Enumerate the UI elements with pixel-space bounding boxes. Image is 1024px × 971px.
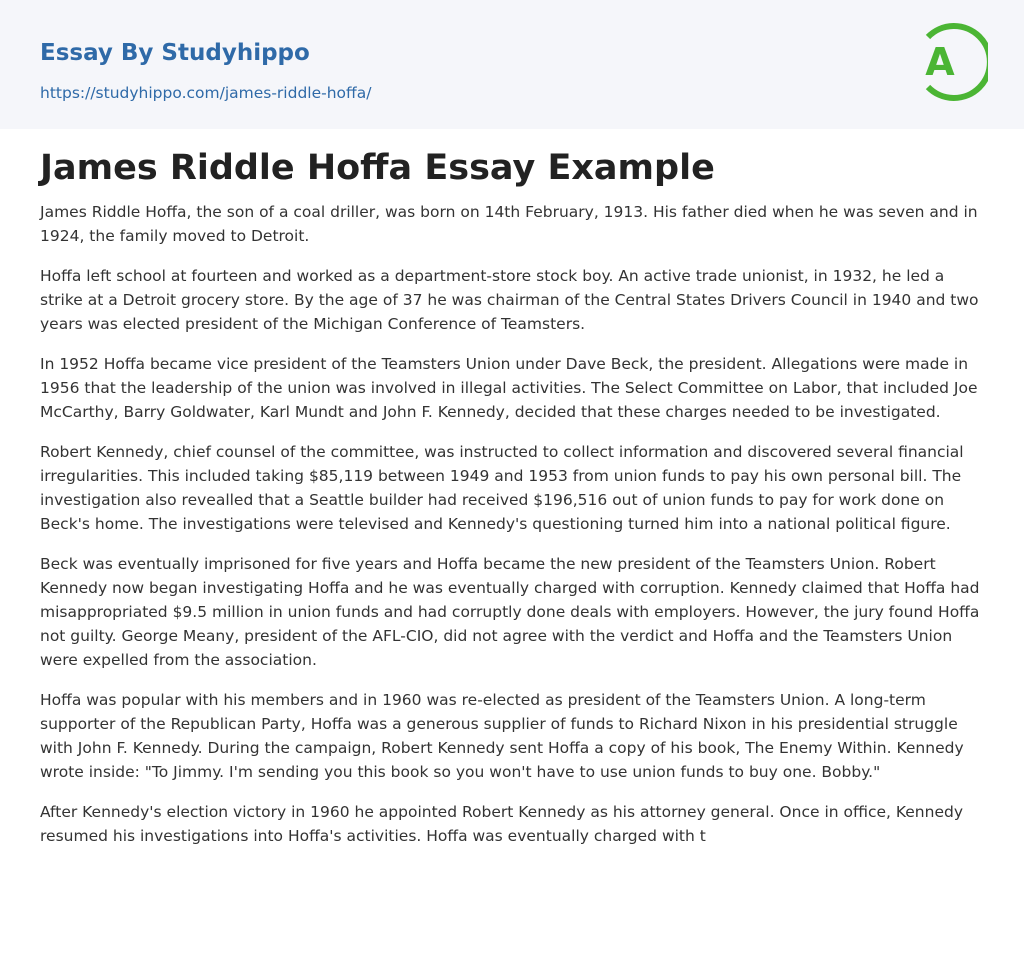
page-url-link[interactable]: https://studyhippo.com/james-riddle-hoffa/	[40, 84, 372, 102]
article	[40, 140, 988, 864]
paragraph-3: In 1952 Hoffa became vice president of the Teamsters Union under Dave Beck, the president. Allegations were made in 1956 that the leadership of the union was involved in illegal activities. The Select Committee on Labor, that included Joe McCarthy, Barry Goldwater, Karl Mundt and John F. Kennedy, decided that these charges needed to be investigated.	[40, 355, 978, 421]
paragraph-6: Hoffa was popular with his members and in 1960 was re-elected as president of the Teamsters Union. A long-term supporter of the Republican Party, Hoffa was a generous supplier of funds to Richard Nixon in his presidential struggle with John F. Kennedy. During the campaign, Robert Kennedy sent Hoffa a copy of his book, The Enemy Within. Kennedy wrote inside: "To Jimmy. I'm sending you this book so you won't have to use union funds to buy one. Bobby."	[40, 691, 964, 781]
studyhippo-logo-icon[interactable]	[910, 18, 988, 106]
paragraph-2: Hoffa left school at fourteen and worked as a department-store stock boy. An active trade unionist, in 1932, he led a strike at a Detroit grocery store. By the age of 37 he was chairman of the Central States Drivers Council in 1940 and two years was elected president of the Michigan Conference of Teamsters.	[40, 267, 979, 333]
paragraph-4: Robert Kennedy, chief counsel of the committee, was instructed to collect information and discovered several financial irregularities. This included taking $85,119 between 1949 and 1953 from union funds to pay his own personal bill. The investigation also revealled that a Seattle builder had received $196,516 out of union funds to pay for work done on Beck's home. The investigations were televised and Kennedy's questioning turned him into a national political figure.	[40, 443, 964, 533]
page-title: James Riddle Hoffa Essay Example	[40, 148, 715, 188]
paragraph-7: After Kennedy's election victory in 1960 he appointed Robert Kennedy as his attorney general. Once in office, Kennedy resumed his investigations into Hoffa's activities. Hoffa was eventually charged with t	[40, 803, 963, 845]
logo-letter: A	[925, 40, 955, 84]
site-title[interactable]: Essay By Studyhippo	[40, 40, 310, 66]
paragraph-1: James Riddle Hoffa, the son of a coal driller, was born on 14th February, 1913. His father died when he was seven and in 1924, the family moved to Detroit.	[40, 203, 978, 245]
paragraph-5: Beck was eventually imprisoned for five years and Hoffa became the new president of the Teamsters Union. Robert Kennedy now began investigating Hoffa and he was eventually charged with corruption. Kennedy claimed that Hoffa had misappropriated $9.5 million in union funds and had corruptly done deals with employers. However, the jury found Hoffa not guilty. George Meany, president of the AFL-CIO, did not agree with the verdict and Hoffa and the Teamsters Union were expelled from the association.	[40, 555, 980, 669]
site-header	[0, 0, 1024, 129]
